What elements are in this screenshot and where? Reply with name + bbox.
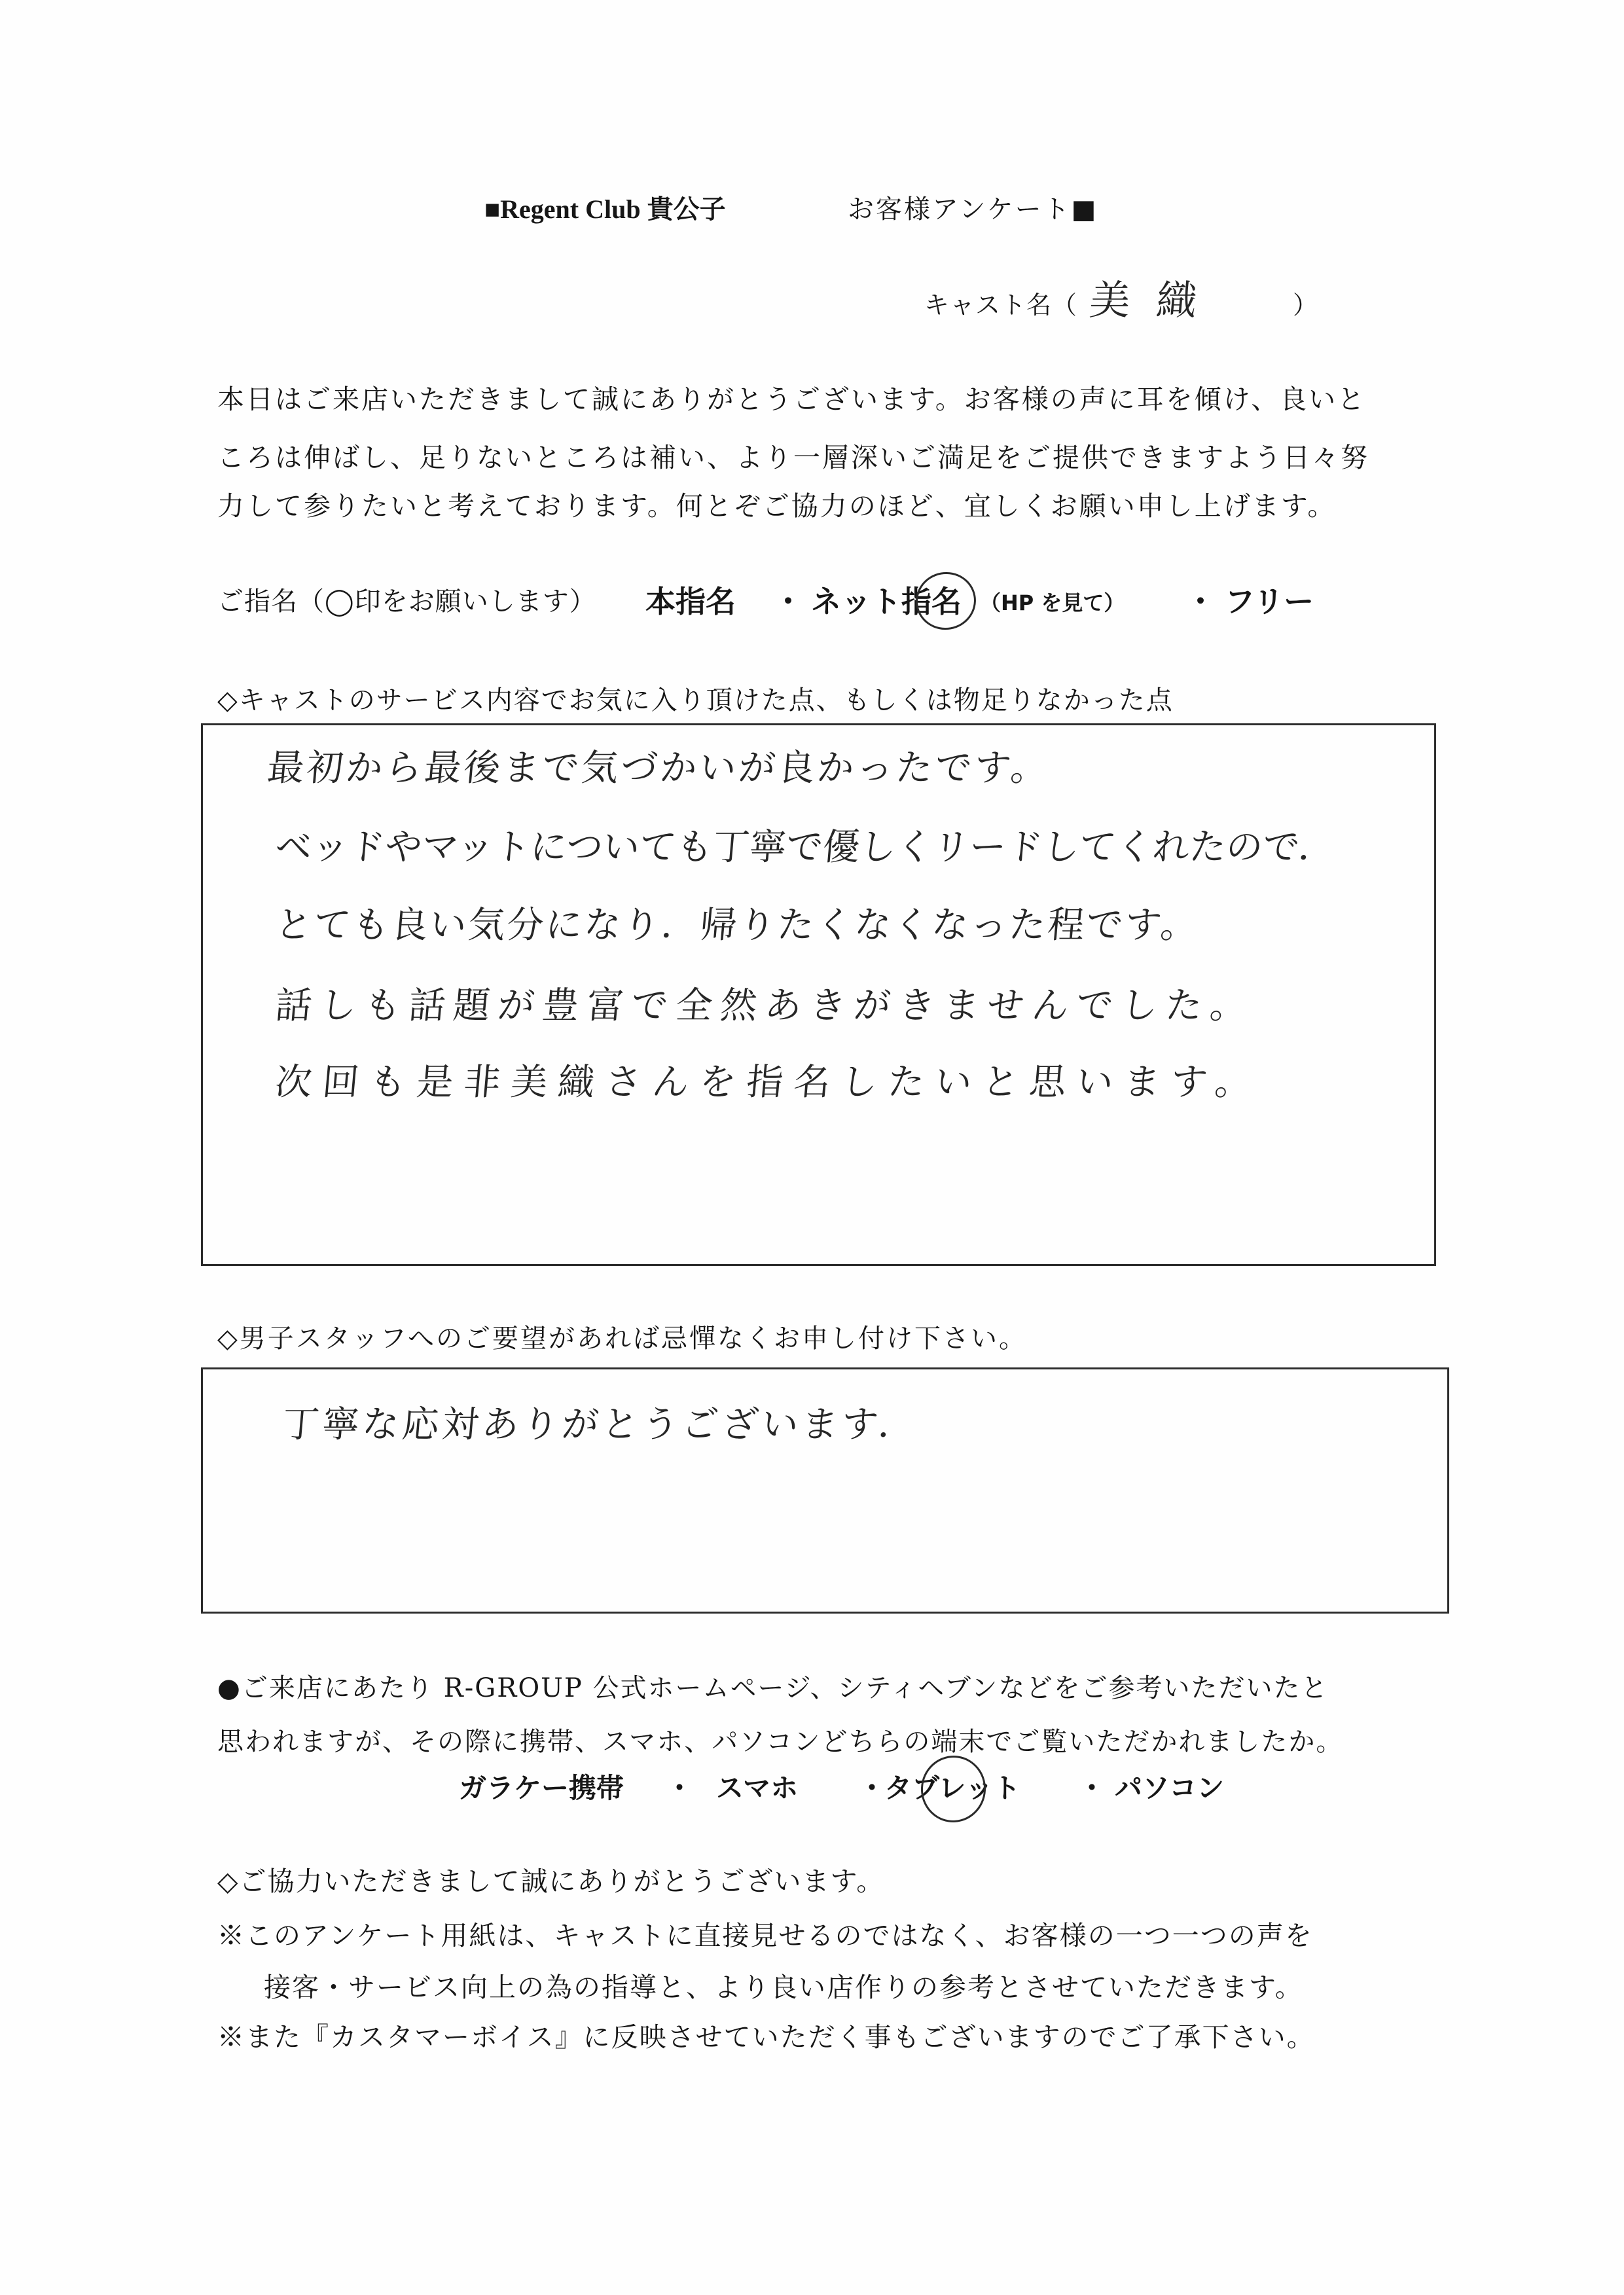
answer-line: とても良い気分になり．帰りたくなくなった程です。: [273, 904, 1201, 947]
device-separator: ・: [1078, 1772, 1106, 1804]
closing-line: 接客・サービス向上の為の指導と、より良い店作りの参考とさせていただきます。: [264, 1972, 1303, 2003]
device-option-tablet: [884, 1772, 1020, 1804]
closing-line: ※また『カスタマーボイス』に反映させていただく事もございますのでご了承下さい。: [217, 2021, 1315, 2053]
device-question-line: 思われますが、その際に携帯、スマホ、パソコンどちらの端末でご覧いただかれましたか。: [217, 1727, 1344, 1757]
device-option-smartphone: [716, 1772, 799, 1804]
nomination-label: ご指名（◯印をお願いします）: [217, 587, 596, 617]
form-title: ■Regent Club 貴公子: [484, 194, 726, 224]
nomination-option-label: 本指名: [645, 584, 736, 619]
closing-line: ※このアンケート用紙は、キャストに直接見せるのではなく、お客様の一つ一つの声を: [217, 1920, 1313, 1951]
form-title-suffix: お客様アンケート■: [848, 194, 1098, 225]
device-question-line: ●ご来店にあたり R-GROUP 公式ホームページ、シティヘブンなどをご参考いただいたと: [217, 1673, 1329, 1703]
nomination-separator: ・: [1185, 584, 1216, 619]
selection-circle-mark: [911, 568, 981, 635]
nomination-option-main: [645, 584, 736, 619]
intro-line: 力して参りたいと考えております。何とぞご協力のほど、宜しくお願い申し上げます。: [217, 490, 1337, 522]
staff-feedback-prompt: ◇男子スタッフへのご要望があれば忌憚なくお申し付け下さい。: [217, 1324, 1027, 1354]
device-option-label: パソコン: [1115, 1772, 1225, 1804]
device-option-label: スマホ: [716, 1772, 799, 1804]
answer-line: 丁寧な応対ありがとうございます．: [280, 1403, 920, 1446]
nomination-separator: ・: [773, 584, 803, 619]
closing-line: ◇ご協力いただきまして誠にありがとうございます。: [217, 1866, 885, 1897]
cast-feedback-answer-box: [201, 723, 1436, 1266]
cast-name-handwritten: 美織: [1087, 276, 1225, 324]
cast-name-close-paren: ）: [1293, 291, 1318, 319]
device-option-pc: [1115, 1772, 1225, 1804]
answer-line: 最初から最後まで気づかいが良かったです。: [265, 747, 1052, 789]
nomination-option-note: （HP を見て）: [980, 590, 1125, 615]
cast-feedback-prompt: ◇キャストのサービス内容でお気に入り頂けた点、もしくは物足りなかった点: [217, 685, 1174, 715]
answer-line: 次回も是非美織さんを指名したいと思います。: [273, 1061, 1264, 1104]
device-option-label: ガラケー携帯: [459, 1772, 624, 1804]
nomination-option-label: フリー: [1225, 584, 1314, 619]
device-separator: ・: [858, 1772, 886, 1804]
nomination-option-label: ネット指名: [811, 584, 962, 619]
staff-feedback-answer-box: [201, 1367, 1449, 1614]
device-option-label: タブレット: [884, 1772, 1020, 1804]
nomination-option-net: [811, 584, 962, 619]
nomination-option-free: [1225, 584, 1314, 619]
intro-line: 本日はご来店いただきまして誠にありがとうございます。お客様の声に耳を傾け、良いと: [217, 384, 1367, 415]
device-option-feature-phone: [459, 1772, 624, 1804]
device-separator: ・: [666, 1772, 694, 1804]
selection-circle-mark: [916, 1752, 990, 1827]
cast-name-label: キャスト名（: [924, 291, 1078, 319]
answer-line: 話しも話題が豊富で全然あきがきませんでした。: [273, 985, 1257, 1027]
answer-line: ベッドやマットについても丁寧で優しくリードしてくれたので．: [273, 826, 1337, 869]
intro-line: ころは伸ばし、足りないところは補い、より一層深いご満足をご提供できますよう日々努: [217, 442, 1369, 473]
